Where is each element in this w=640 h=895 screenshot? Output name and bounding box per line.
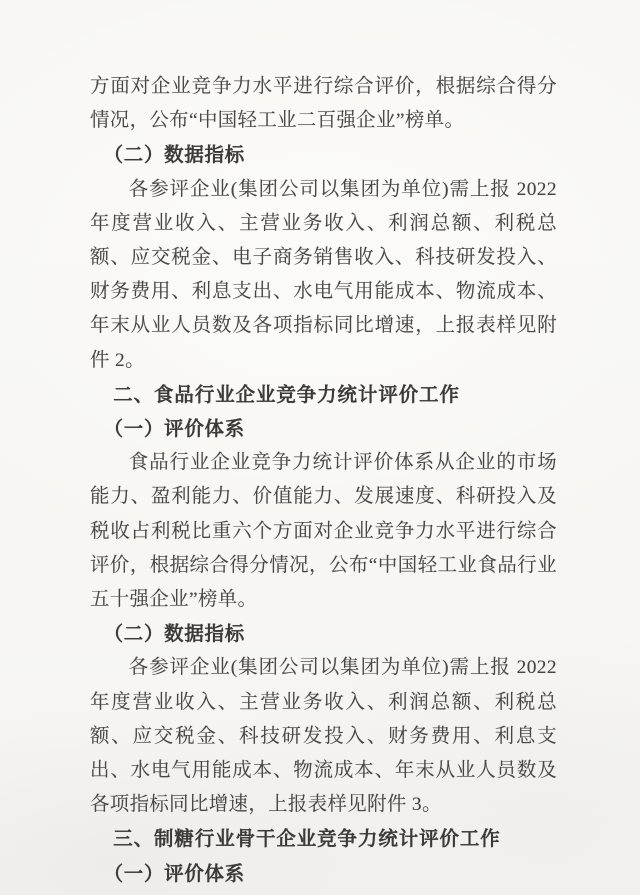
document-heading: （一）评价体系	[103, 862, 245, 885]
document-heading: （二）数据指标	[103, 144, 245, 167]
document-paragraph: 各参评企业(集团公司以集团为单位)需上报 2022 年度营业收入、主营业务收入、利润总额、利税总额、应交税金、科技研发投入、财务费用、利息支出、水电气用能成本、物流成本、年末从业人员数及各项指标同比增速，上报表样见附件 3。	[90, 657, 557, 816]
document-heading: 三、制糖行业骨干企业竞争力统计评价工作	[113, 828, 501, 851]
document-paragraph: 各参评企业(集团公司以集团为单位)需上报 2022 年度营业收入、主营业务收入、利润总额、利税总额、应交税金、电子商务销售收入、科技研发投入、财务费用、利息支出、水电气用能成本、物流成本、年末从业人员数及各项指标同比增速，上报表样见附件 2。	[90, 178, 557, 371]
document-heading: （二）数据指标	[103, 623, 245, 646]
document-paragraph: 方面对企业竞争力水平进行综合评价，根据综合得分情况，公布“中国轻工业二百强企业”榜单。	[90, 76, 557, 132]
document-paragraph: 食品行业企业竞争力统计评价体系从企业的市场能力、盈利能力、价值能力、发展速度、科研投入及税收占利税比重六个方面对企业竞争力水平进行综合评价，根据综合得分情况，公布“中国轻工业食品行业五十强企业”榜单。	[90, 452, 557, 611]
document-heading: （一）评价体系	[103, 418, 245, 441]
document-heading: 二、食品行业企业竞争力统计评价工作	[113, 383, 460, 406]
